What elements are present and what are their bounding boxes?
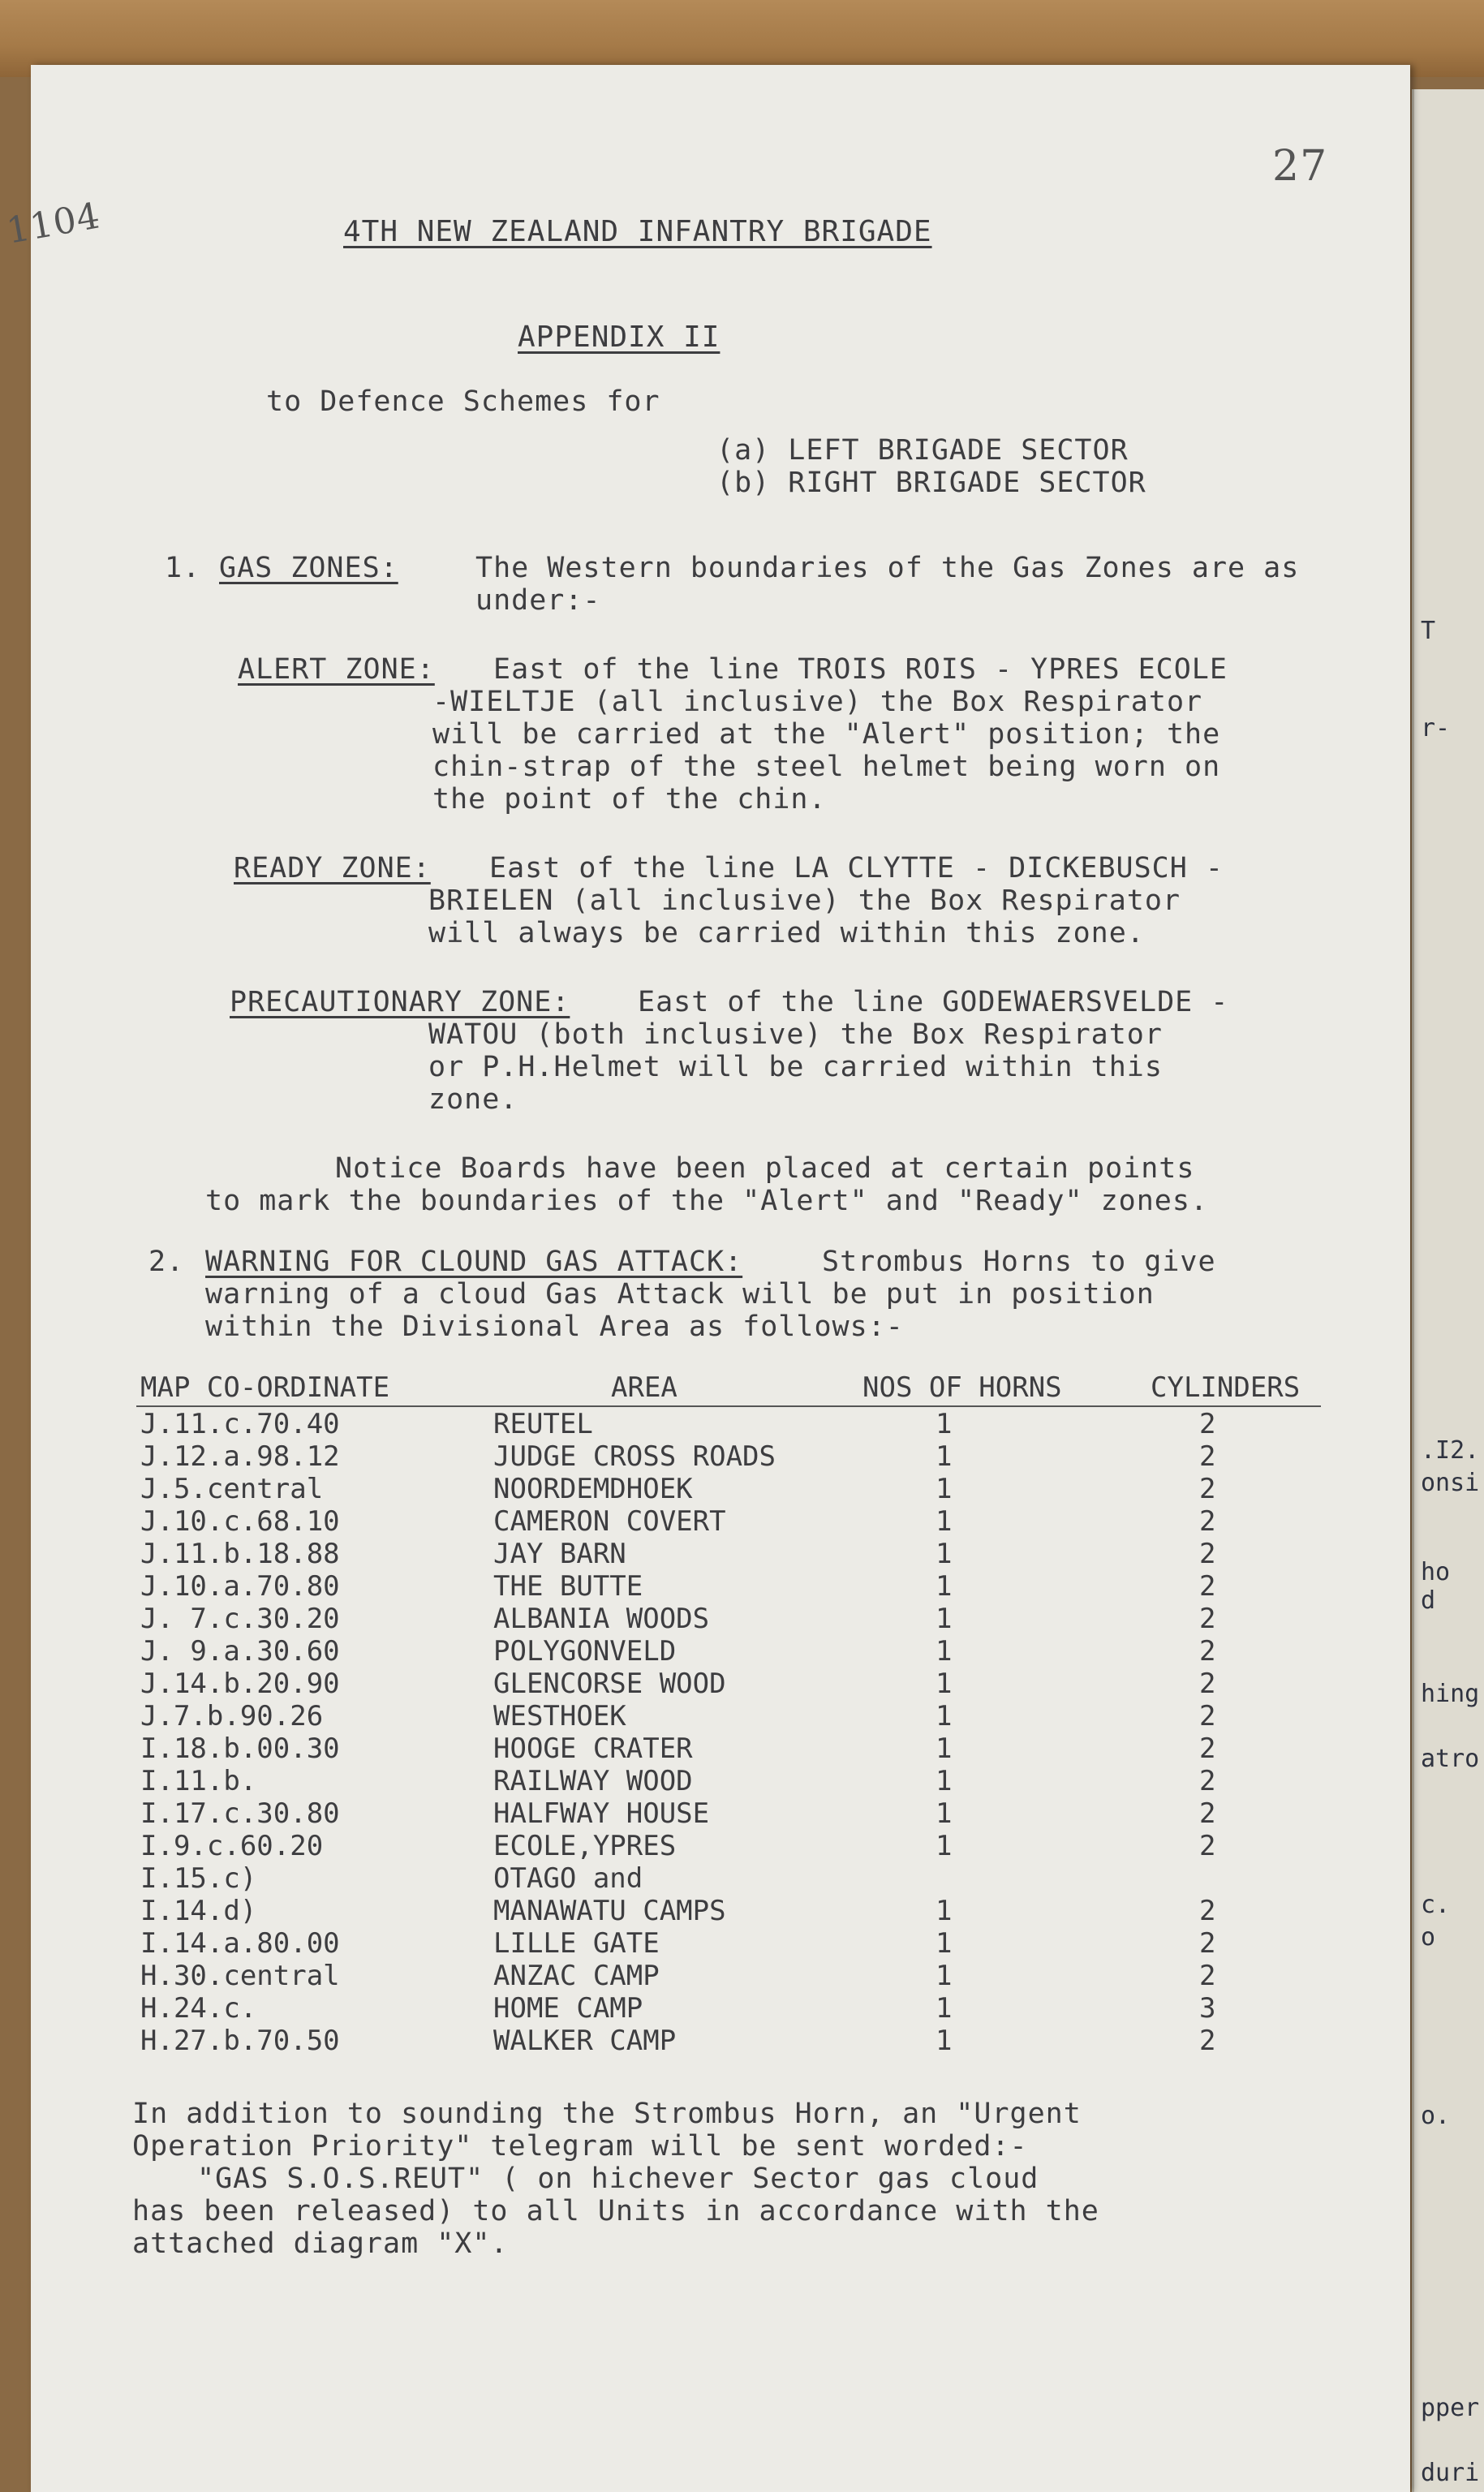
table-cell-cylinders: 2 (1199, 1960, 1216, 1992)
table-header-cylinders: CYLINDERS (1151, 1371, 1301, 1404)
table-cell-cylinders: 2 (1199, 1505, 1216, 1538)
table-cell-area: ALBANIA WOODS (493, 1603, 710, 1635)
table-cell-cylinders: 2 (1199, 1570, 1216, 1603)
table-cell-horns: 1 (936, 1603, 953, 1635)
underlying-text-fragment: d (1421, 1586, 1436, 1615)
table-cell-area: LILLE GATE (493, 1927, 660, 1960)
appendix-subtitle: to Defence Schemes for (266, 385, 660, 418)
table-cell-horns: 1 (936, 1570, 953, 1603)
alert-zone-text: East of the line TROIS ROIS - YPRES ECOLE (493, 653, 1228, 686)
table-cell-area: WESTHOEK (493, 1700, 626, 1732)
ready-zone-text: East of the line LA CLYTTE - DICKEBUSCH - (489, 852, 1224, 884)
section-2-text: warning of a cloud Gas Attack will be put in position (205, 1278, 1155, 1311)
table-cell-cylinders: 2 (1199, 1895, 1216, 1927)
table-cell-coordinate: I.15.c) (140, 1862, 257, 1895)
ready-zone-text: BRIELEN (all inclusive) the Box Respirator (428, 884, 1181, 917)
underlying-text-fragment: ho (1421, 1558, 1451, 1586)
table-row (31, 1668, 1410, 1700)
section-2-number: 2. (148, 1246, 185, 1278)
file-number: 1104 (3, 195, 104, 252)
appendix-heading: APPENDIX II (518, 321, 720, 354)
table-row (31, 1765, 1410, 1797)
precautionary-zone-heading: PRECAUTIONARY ZONE: (230, 986, 570, 1018)
underlying-text-fragment: r- (1421, 714, 1451, 742)
table-cell-horns: 1 (936, 1538, 953, 1570)
table-header-coordinate: MAP CO-ORDINATE (140, 1371, 390, 1404)
brigade-title: 4TH NEW ZEALAND INFANTRY BRIGADE (343, 215, 932, 248)
table-row (31, 1992, 1410, 2025)
table-cell-horns: 1 (936, 1960, 953, 1992)
sector-b: (b) RIGHT BRIGADE SECTOR (716, 467, 1146, 499)
section-2-text: within the Divisional Area as follows:- (205, 1311, 904, 1343)
table-row (31, 1473, 1410, 1505)
ready-zone-text: will always be carried within this zone. (428, 917, 1145, 949)
table-cell-area: JUDGE CROSS ROADS (493, 1440, 776, 1473)
table-cell-area: POLYGONVELD (493, 1635, 677, 1668)
alert-zone-text: will be carried at the "Alert" position; the (432, 718, 1221, 751)
table-cell-cylinders: 2 (1199, 1797, 1216, 1830)
table-header-row (31, 1371, 1410, 1404)
table-cell-coordinate: J.12.a.98.12 (140, 1440, 340, 1473)
table-cell-coordinate: I.14.d) (140, 1895, 257, 1927)
precautionary-zone-text: zone. (428, 1083, 518, 1116)
table-cell-horns: 1 (936, 1408, 953, 1440)
table-cell-horns: 1 (936, 1927, 953, 1960)
closing-text: attached diagram "X". (132, 2227, 509, 2260)
underlying-text-fragment: hing (1421, 1680, 1480, 1708)
table-cell-coordinate: I.11.b. (140, 1765, 257, 1797)
section-2-text: Strombus Horns to give (822, 1246, 1216, 1278)
closing-text: has been released) to all Units in accordance with the (132, 2195, 1099, 2227)
table-cell-horns: 1 (936, 1505, 953, 1538)
table-cell-horns: 1 (936, 1732, 953, 1765)
table-cell-horns: 1 (936, 1895, 953, 1927)
table-cell-horns: 1 (936, 1830, 953, 1862)
table-cell-horns: 1 (936, 1797, 953, 1830)
table-row (31, 1732, 1410, 1765)
table-cell-cylinders: 2 (1199, 1700, 1216, 1732)
table-cell-area: OTAGO and (493, 1862, 643, 1895)
notice-boards-text: to mark the boundaries of the "Alert" and "Ready" zones. (205, 1185, 1209, 1217)
table-cell-coordinate: I.9.c.60.20 (140, 1830, 324, 1862)
underlying-text-fragment: o (1421, 1923, 1436, 1952)
table-cell-cylinders: 2 (1199, 1927, 1216, 1960)
notice-boards-text: Notice Boards have been placed at certain points (335, 1152, 1195, 1185)
table-cell-cylinders: 2 (1199, 1830, 1216, 1862)
section-1-intro: The Western boundaries of the Gas Zones are as (475, 552, 1300, 584)
table-cell-coordinate: I.17.c.30.80 (140, 1797, 340, 1830)
table-cell-cylinders: 2 (1199, 1635, 1216, 1668)
table-row (31, 1538, 1410, 1570)
table-cell-cylinders: 2 (1199, 2025, 1216, 2057)
table-row (31, 1635, 1410, 1668)
table-cell-cylinders: 2 (1199, 1440, 1216, 1473)
table-cell-coordinate: J.11.c.70.40 (140, 1408, 340, 1440)
table-cell-horns: 1 (936, 1765, 953, 1797)
table-cell-coordinate: J. 7.c.30.20 (140, 1603, 340, 1635)
ready-zone-heading: READY ZONE: (234, 852, 431, 884)
table-cell-cylinders: 2 (1199, 1408, 1216, 1440)
table-cell-coordinate: J.7.b.90.26 (140, 1700, 324, 1732)
table-cell-horns: 1 (936, 1992, 953, 2025)
precautionary-zone-text: East of the line GODEWAERSVELDE - (638, 986, 1229, 1018)
table-cell-coordinate: H.30.central (140, 1960, 340, 1992)
table-cell-coordinate: J.5.central (140, 1473, 324, 1505)
page-number: 27 (1272, 142, 1328, 191)
table-row (31, 1862, 1410, 1895)
table-row (31, 1960, 1410, 1992)
section-1-number: 1. (165, 552, 201, 584)
precautionary-zone-text: or P.H.Helmet will be carried within this (428, 1051, 1163, 1083)
alert-zone-text: chin-strap of the steel helmet being worn on (432, 751, 1221, 783)
table-cell-horns: 1 (936, 2025, 953, 2057)
table-header-area: AREA (611, 1371, 677, 1404)
table-cell-coordinate: H.27.b.70.50 (140, 2025, 340, 2057)
table-cell-area: NOORDEMDHOEK (493, 1473, 693, 1505)
table-row (31, 1700, 1410, 1732)
table-header-rule (136, 1405, 1321, 1407)
table-cell-area: MANAWATU CAMPS (493, 1895, 726, 1927)
table-header-horns: NOS OF HORNS (862, 1371, 1062, 1404)
alert-zone-heading: ALERT ZONE: (238, 653, 435, 686)
document-page (3, 65, 1410, 2492)
table-cell-cylinders: 2 (1199, 1765, 1216, 1797)
table-row (31, 1603, 1410, 1635)
table-cell-area: REUTEL (493, 1408, 593, 1440)
table-cell-cylinders: 2 (1199, 1732, 1216, 1765)
table-cell-area: ECOLE,YPRES (493, 1830, 677, 1862)
table-row (31, 1570, 1410, 1603)
table-cell-area: HOME CAMP (493, 1992, 643, 2025)
table-cell-coordinate: I.18.b.00.30 (140, 1732, 340, 1765)
table-row (31, 1797, 1410, 1830)
alert-zone-text: -WIELTJE (all inclusive) the Box Respirator (432, 686, 1203, 718)
table-cell-area: RAILWAY WOOD (493, 1765, 693, 1797)
table-cell-horns: 1 (936, 1635, 953, 1668)
table-row (31, 2025, 1410, 2057)
underlying-text-fragment: onsi (1421, 1469, 1480, 1497)
table-row (31, 1830, 1410, 1862)
table-cell-coordinate: I.14.a.80.00 (140, 1927, 340, 1960)
underlying-text-fragment: pper (1421, 2394, 1480, 2422)
table-cell-cylinders: 2 (1199, 1538, 1216, 1570)
section-1-heading: GAS ZONES: (219, 552, 398, 584)
table-cell-horns: 1 (936, 1473, 953, 1505)
table-cell-area: ANZAC CAMP (493, 1960, 660, 1992)
underlying-text-fragment: atro (1421, 1745, 1480, 1773)
table-cell-area: CAMERON COVERT (493, 1505, 726, 1538)
sector-a: (a) LEFT BRIGADE SECTOR (716, 434, 1129, 467)
table-row (31, 1895, 1410, 1927)
section-2-heading: WARNING FOR CLOUND GAS ATTACK: (205, 1246, 743, 1278)
table-cell-horns: 1 (936, 1440, 953, 1473)
table-cell-area: HOOGE CRATER (493, 1732, 693, 1765)
table-cell-coordinate: J.10.c.68.10 (140, 1505, 340, 1538)
precautionary-zone-text: WATOU (both inclusive) the Box Respirator (428, 1018, 1163, 1051)
table-row (31, 1927, 1410, 1960)
section-1-intro: under:- (475, 584, 601, 617)
table-cell-area: THE BUTTE (493, 1570, 643, 1603)
table-row (31, 1440, 1410, 1473)
closing-text: "GAS S.O.S.REUT" ( on hichever Sector gas cloud (197, 2163, 1039, 2195)
table-cell-coordinate: J.14.b.20.90 (140, 1668, 340, 1700)
underlying-page (1412, 89, 1484, 2492)
table-cell-horns: 1 (936, 1668, 953, 1700)
table-cell-area: JAY BARN (493, 1538, 626, 1570)
table-row (31, 1408, 1410, 1440)
table-cell-cylinders: 2 (1199, 1603, 1216, 1635)
table-cell-coordinate: J.10.a.70.80 (140, 1570, 340, 1603)
table-cell-cylinders: 3 (1199, 1992, 1216, 2025)
underlying-text-fragment: .I2. (1421, 1436, 1480, 1465)
table-cell-coordinate: J.11.b.18.88 (140, 1538, 340, 1570)
table-cell-horns: 1 (936, 1700, 953, 1732)
table-cell-coordinate: H.24.c. (140, 1992, 257, 2025)
alert-zone-text: the point of the chin. (432, 783, 827, 816)
table-cell-area: HALFWAY HOUSE (493, 1797, 710, 1830)
closing-text: Operation Priority" telegram will be sent worded:- (132, 2130, 1028, 2163)
underlying-text-fragment: T (1421, 617, 1436, 645)
underlying-text-fragment: duri (1421, 2459, 1480, 2487)
table-cell-cylinders: 2 (1199, 1668, 1216, 1700)
table-cell-area: WALKER CAMP (493, 2025, 677, 2057)
table-cell-cylinders: 2 (1199, 1473, 1216, 1505)
underlying-text-fragment: c. (1421, 1891, 1451, 1919)
table-cell-area: GLENCORSE WOOD (493, 1668, 726, 1700)
table-row (31, 1505, 1410, 1538)
closing-text: In addition to sounding the Strombus Horn, an "Urgent (132, 2098, 1082, 2130)
table-cell-coordinate: J. 9.a.30.60 (140, 1635, 340, 1668)
underlying-text-fragment: o. (1421, 2102, 1451, 2130)
